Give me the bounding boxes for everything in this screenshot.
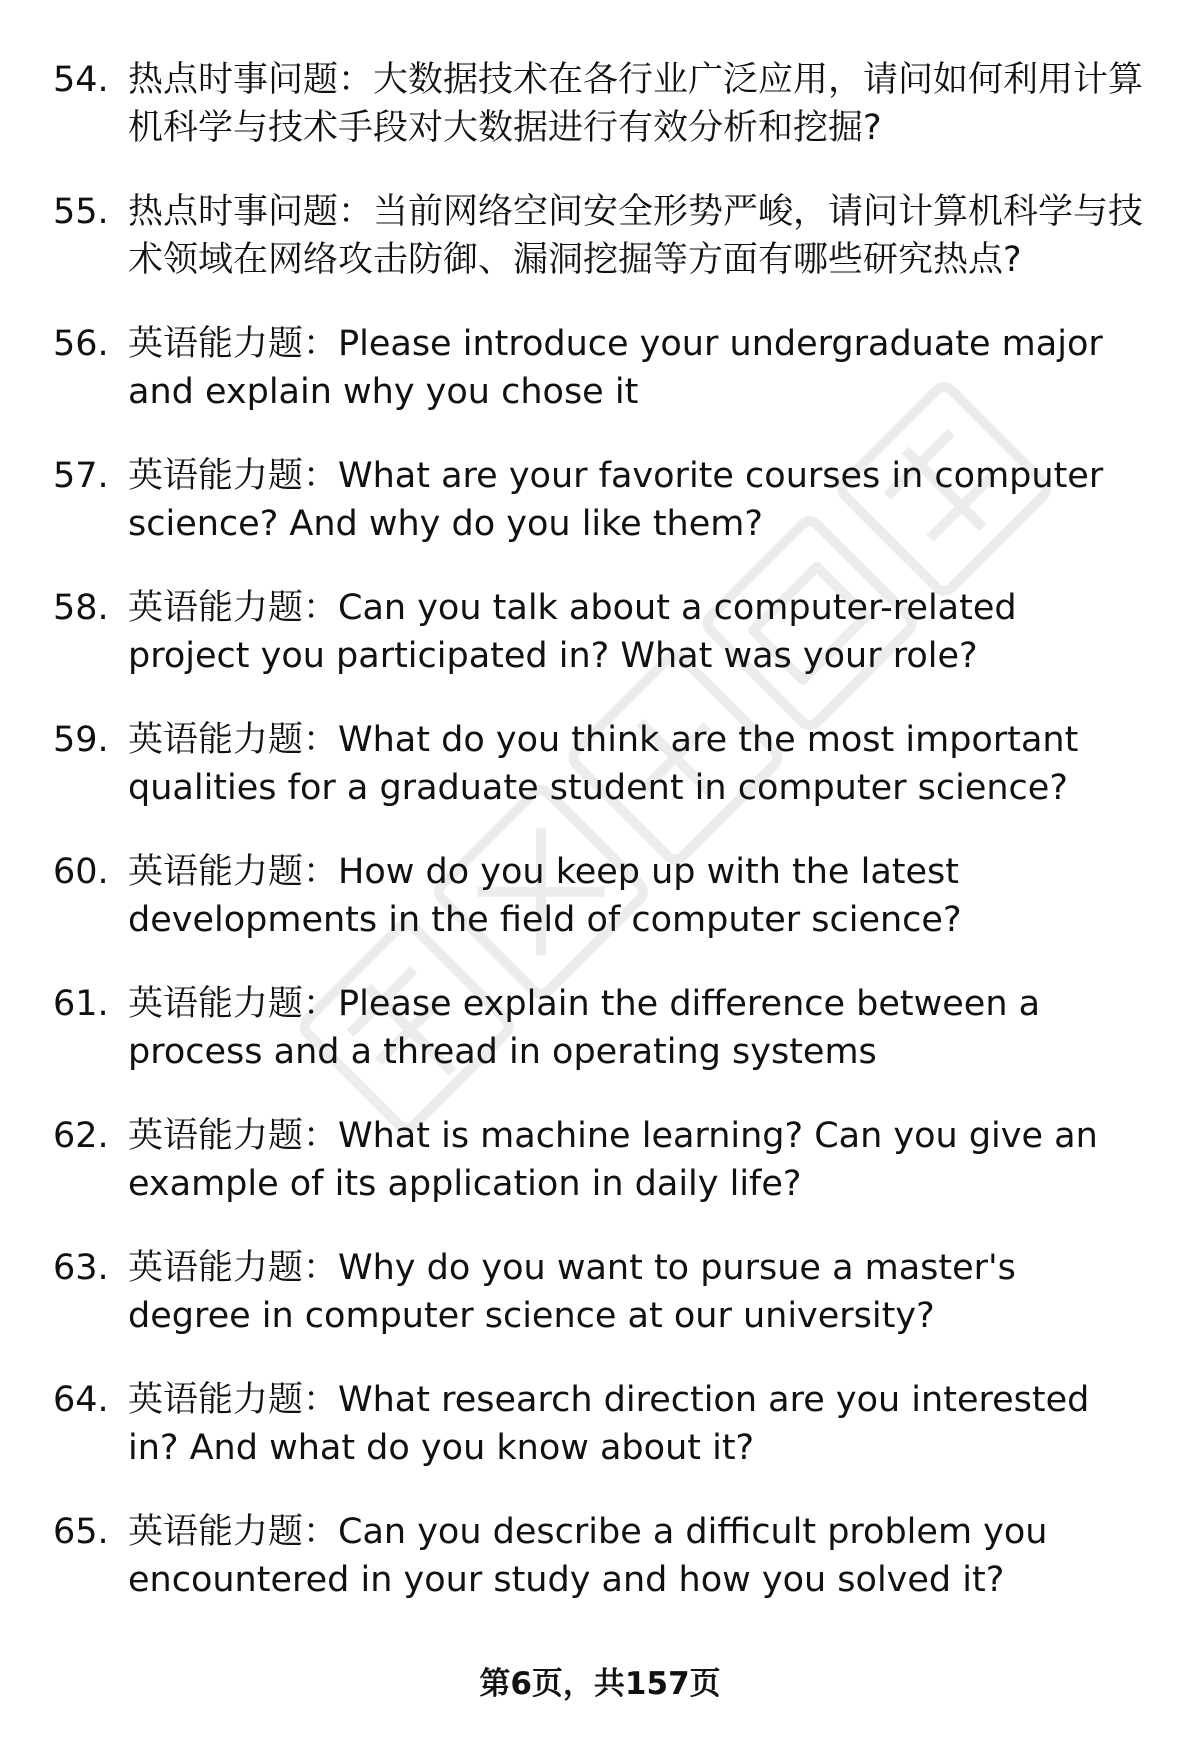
question-text: Please introduce your undergraduate major and explain why you chose it (128, 324, 1103, 412)
question-number: 62. (53, 1116, 109, 1156)
question-item (0, 1508, 1200, 1640)
question-category: 英语能力题： (128, 852, 339, 892)
question-text: What are your favorite courses in computer science? And why do you like them? (128, 456, 1104, 544)
question-category: 英语能力题： (128, 1380, 339, 1420)
question-item (0, 1112, 1200, 1244)
question-text-block (128, 1112, 1148, 1208)
page-footer: 第6页，共157页 (479, 1666, 721, 1702)
question-category: 英语能力题： (128, 1116, 339, 1156)
question-text: Can you describe a difficult problem you encountered in your study and how you solved it? (128, 1512, 1048, 1600)
question-category: 热点时事问题： (128, 192, 374, 232)
question-text-block (128, 980, 1148, 1076)
question-item (0, 188, 1200, 320)
question-number: 65. (53, 1512, 109, 1552)
question-text: Please explain the difference between a process and a thread in operating systems (128, 984, 1041, 1072)
question-item (0, 584, 1200, 716)
question-text-block (128, 1244, 1148, 1340)
question-category: 英语能力题： (128, 1512, 339, 1552)
question-number: 63. (53, 1248, 109, 1288)
question-item (0, 980, 1200, 1112)
question-category: 热点时事问题： (128, 60, 374, 100)
question-text: How do you keep up with the latest developments in the field of computer science? (128, 852, 962, 940)
question-category: 英语能力题： (128, 324, 339, 364)
question-text-block (128, 1508, 1148, 1604)
question-number: 54. (53, 60, 109, 100)
question-number: 55. (53, 192, 109, 232)
question-list (0, 56, 1200, 1640)
question-text: 大数据技术在各行业广泛应用，请问如何利用计算机科学与技术手段对大数据进行有效分析和挖掘? (128, 60, 1144, 148)
question-category: 英语能力题： (128, 984, 339, 1024)
question-category: 英语能力题： (128, 1248, 339, 1288)
question-number: 57. (53, 456, 109, 496)
question-item (0, 716, 1200, 848)
question-text-block (128, 320, 1148, 416)
question-text: 当前网络空间安全形势严峻，请问计算机科学与技术领域在网络攻击防御、漏洞挖掘等方面有哪些研究热点? (128, 192, 1144, 280)
question-number: 56. (53, 324, 109, 364)
question-text-block (128, 56, 1148, 152)
question-number: 61. (53, 984, 109, 1024)
question-number: 58. (53, 588, 109, 628)
question-text: What do you think are the most important qualities for a graduate student in computer science? (128, 720, 1079, 808)
question-text-block (128, 716, 1148, 812)
question-category: 英语能力题： (128, 456, 339, 496)
question-text: What research direction are you interested in? And what do you know about it? (128, 1380, 1090, 1468)
question-item (0, 1244, 1200, 1376)
question-number: 59. (53, 720, 109, 760)
question-text-block (128, 848, 1148, 944)
question-number: 60. (53, 852, 109, 892)
question-text: Why do you want to pursue a master's degree in computer science at our university? (128, 1248, 1016, 1336)
question-item (0, 1376, 1200, 1508)
question-text: What is machine learning? Can you give an example of its application in daily life? (128, 1116, 1098, 1204)
question-item (0, 848, 1200, 980)
question-text: Can you talk about a computer-related project you participated in? What was your role? (128, 588, 1017, 676)
question-item (0, 56, 1200, 188)
question-number: 64. (53, 1380, 109, 1420)
question-item (0, 320, 1200, 452)
question-text-block (128, 188, 1148, 284)
question-category: 英语能力题： (128, 720, 339, 760)
question-text-block (128, 452, 1148, 548)
question-text-block (128, 584, 1148, 680)
question-item (0, 452, 1200, 584)
question-text-block (128, 1376, 1148, 1472)
question-category: 英语能力题： (128, 588, 339, 628)
